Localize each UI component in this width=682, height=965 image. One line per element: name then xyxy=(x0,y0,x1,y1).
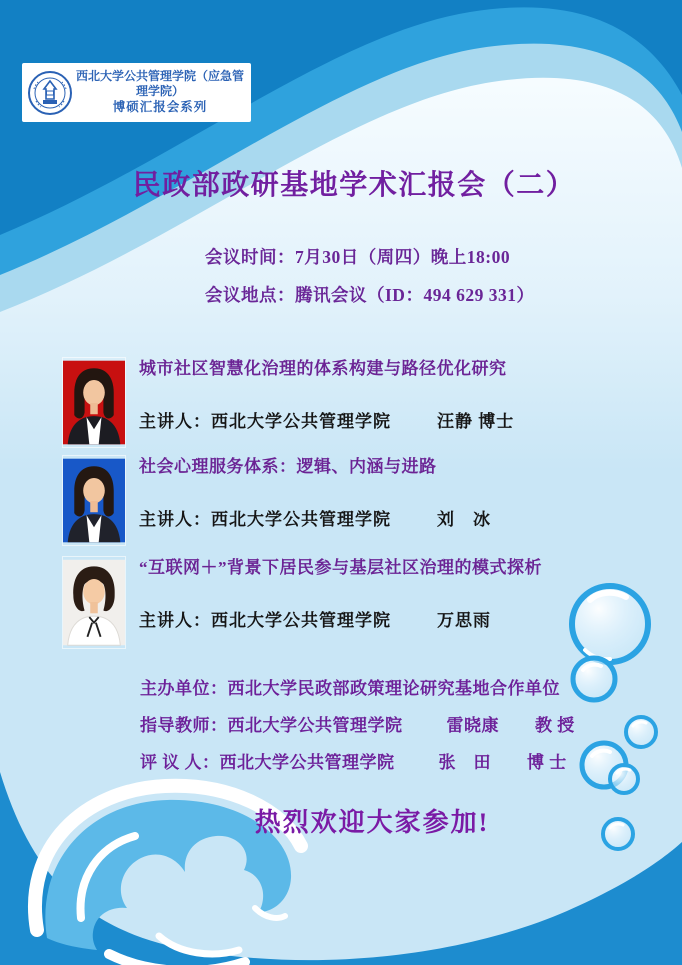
bubble-icon xyxy=(626,717,656,747)
welcome-banner: 热烈欢迎大家参加! xyxy=(254,808,490,837)
header-org-line: 西北大学公共管理学院（应急管理学院） xyxy=(75,69,244,98)
advisor-line xyxy=(140,714,575,737)
university-seal-logo xyxy=(26,69,74,117)
bubble-icon xyxy=(610,765,638,793)
speaker-block xyxy=(63,456,643,545)
organizers-block xyxy=(140,677,575,788)
advisor-name: 雷晓康 xyxy=(446,716,499,735)
page-title: 民政部政研基地学术汇报会（二） xyxy=(132,170,576,201)
meeting-time-line: 会议时间：7月30日（周四）晚上18:00 xyxy=(205,247,511,267)
header-series-line: 博硕汇报会系列 xyxy=(112,100,208,114)
header-card xyxy=(22,63,251,122)
speaker-topic: 城市社区智慧化治理的体系构建与路径优化研究 xyxy=(139,359,507,378)
speaker-text xyxy=(139,358,514,433)
meeting-info xyxy=(205,246,534,322)
speaker-intro-label: 主讲人：西北大学公共管理学院 xyxy=(139,510,391,529)
reviewer-name: 张 田 xyxy=(438,753,491,772)
reviewer-title: 博 士 xyxy=(527,753,567,772)
speaker-intro xyxy=(139,610,542,632)
advisor-label: 指导教师：西北大学公共管理学院 xyxy=(140,716,403,735)
speaker-intro-label: 主讲人：西北大学公共管理学院 xyxy=(139,611,391,630)
speaker-name: 刘 冰 xyxy=(437,510,491,529)
bubble-icon xyxy=(573,658,615,700)
speaker-block xyxy=(63,557,643,648)
meeting-location-line: 会议地点：腾讯会议（ID：494 629 331） xyxy=(205,285,535,305)
reviewer-label: 评 议 人：西北大学公共管理学院 xyxy=(140,753,395,772)
host-line: 主办单位：西北大学民政部政策理论研究基地合作单位 xyxy=(140,679,560,698)
speaker-block xyxy=(63,358,643,447)
speaker-photo xyxy=(63,557,125,648)
speaker-topic: 社会心理服务体系：逻辑、内涵与进路 xyxy=(139,457,437,476)
speaker-name: 万思雨 xyxy=(437,611,491,630)
speaker-intro xyxy=(139,411,514,433)
speaker-text xyxy=(139,456,491,531)
speaker-intro-label: 主讲人：西北大学公共管理学院 xyxy=(139,412,391,431)
advisor-title: 教 授 xyxy=(535,716,575,735)
speaker-photo xyxy=(63,358,125,447)
speaker-name: 汪静 博士 xyxy=(437,412,515,431)
speaker-text xyxy=(139,557,542,632)
speaker-photo xyxy=(63,456,125,545)
speaker-topic: “互联网＋”背景下居民参与基层社区治理的模式探析 xyxy=(139,558,542,577)
speaker-intro xyxy=(139,509,491,531)
header-text xyxy=(74,69,246,116)
reviewer-line xyxy=(140,751,575,774)
